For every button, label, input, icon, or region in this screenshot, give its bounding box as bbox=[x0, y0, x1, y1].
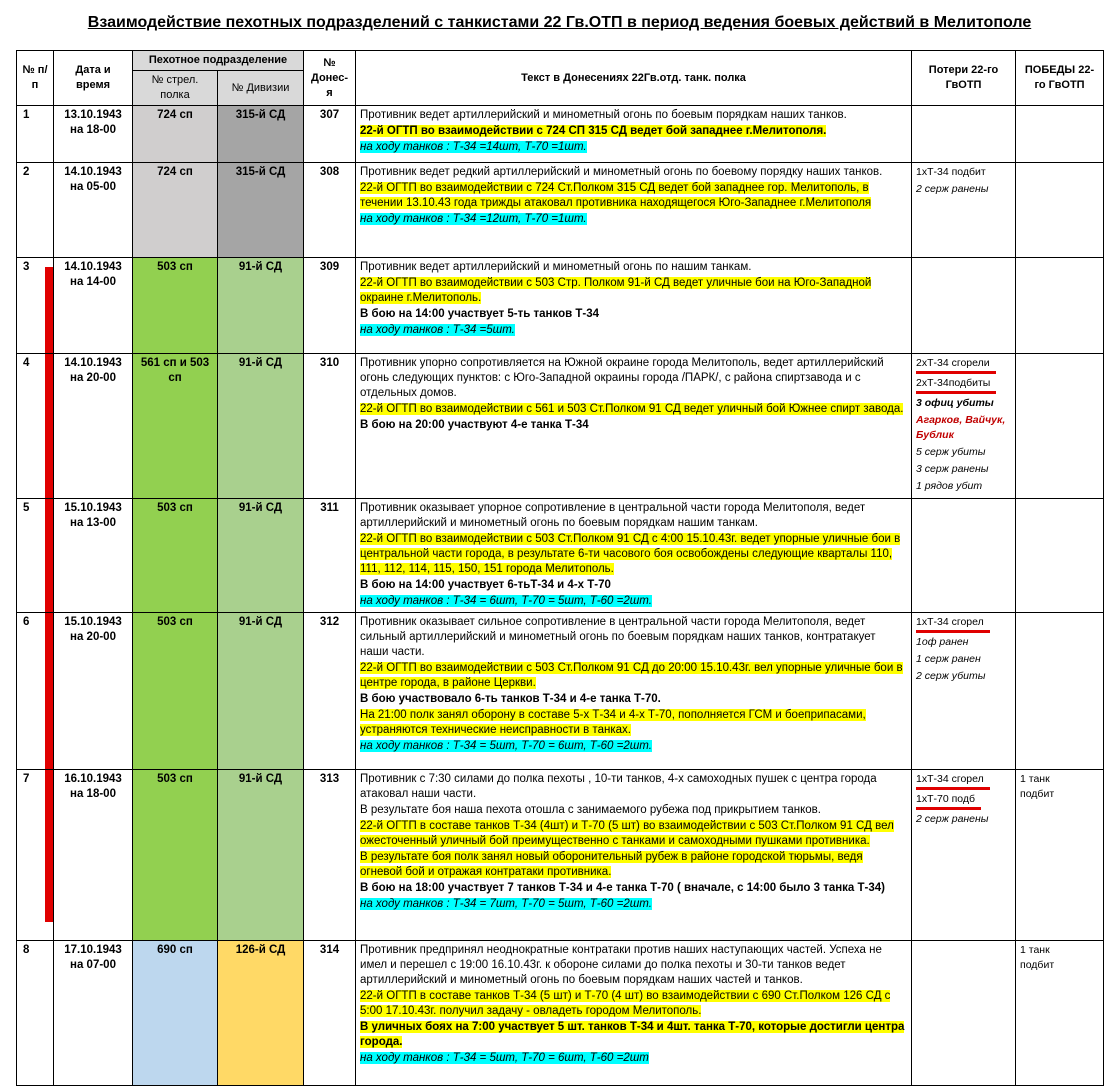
loss-item bbox=[916, 165, 1011, 180]
report-line bbox=[360, 897, 907, 912]
row-time: на 18-00 bbox=[70, 124, 116, 136]
loss-item bbox=[916, 479, 1011, 494]
row-time: на 07-00 bbox=[70, 959, 116, 971]
report-line-text: Противник предпринял неоднократные контратаки против наших наступающих частей. Успеха не имел и перешел с 19:00 16.10.43г. к обороне силами до полка пехоты и 30-ти танков ведет артиллерийский и минометный огонь по боевым порядкам наших частей и танков. bbox=[360, 944, 882, 986]
row-report-number: 307 bbox=[304, 106, 356, 163]
row-datetime bbox=[54, 613, 133, 770]
row-report-number: 308 bbox=[304, 163, 356, 258]
report-line-text: 22-й ОГТП во взаимодействии с 561 и 503 Ст.Полком 91 СД ведет уличный бой Южнее спирт завода. bbox=[360, 403, 904, 415]
row-date: 17.10.1943 bbox=[64, 944, 122, 956]
header-victories: ПОБЕДЫ 22-го ГвОТП bbox=[1016, 51, 1104, 106]
row-victories bbox=[1016, 499, 1104, 613]
row-division: 315-й СД bbox=[218, 163, 304, 258]
row-losses bbox=[912, 258, 1016, 354]
row-number: 6 bbox=[17, 613, 54, 770]
row-date: 16.10.1943 bbox=[64, 773, 122, 785]
row-datetime bbox=[54, 499, 133, 613]
row-division: 91-й СД bbox=[218, 770, 304, 941]
row-number: 5 bbox=[17, 499, 54, 613]
report-line-text: 22-й ОГТП в составе танков Т-34 (4шт) и Т-70 (5 шт) во взаимодействии с 503 Ст.Полком 91 СД вел ожесточенный уличный бой преимущественно с танками и самоходными пушками противника. bbox=[360, 820, 894, 847]
row-losses bbox=[912, 499, 1016, 613]
report-line bbox=[360, 594, 907, 609]
header-report-no: № Донес-я bbox=[304, 51, 356, 106]
row-regiment: 561 сп и 503 сп bbox=[133, 354, 218, 499]
report-line-text: 22-й ОГТП во взаимодействии с 503 Стр. Полком 91-й СД ведет уличные бои на Юго-Западной окраине г.Мелитополь. bbox=[360, 277, 872, 304]
report-line bbox=[360, 356, 907, 401]
row-losses bbox=[912, 163, 1016, 258]
loss-text: 1хТ-34 сгорел bbox=[916, 615, 990, 633]
report-line bbox=[360, 260, 907, 275]
row-time: на 18-00 bbox=[70, 788, 116, 800]
row-division: 91-й СД bbox=[218, 613, 304, 770]
report-line bbox=[360, 989, 907, 1019]
row-time: на 20-00 bbox=[70, 631, 116, 643]
row-regiment: 503 сп bbox=[133, 499, 218, 613]
victory-text: 1 танк bbox=[1020, 773, 1050, 785]
report-line bbox=[360, 532, 907, 577]
report-line-text: на ходу танков : Т-34 =12шт, Т-70 =1шт. bbox=[360, 213, 587, 225]
report-line-text: В бою на 18:00 участвует 7 танков Т-34 и 4-е танка Т-70 ( вначале, с 14:00 было 3 танка Т-34) bbox=[360, 882, 885, 894]
row-date: 14.10.1943 bbox=[64, 261, 122, 273]
loss-item bbox=[916, 772, 1011, 790]
row-losses bbox=[912, 354, 1016, 499]
row-report-text bbox=[356, 163, 912, 258]
header-losses: Потери 22-го ГвОТП bbox=[912, 51, 1016, 106]
loss-text: 1 серж ранен bbox=[916, 653, 981, 665]
row-number: 1 bbox=[17, 106, 54, 163]
loss-item bbox=[916, 669, 1011, 684]
table-row bbox=[17, 770, 1104, 941]
row-date: 13.10.1943 bbox=[64, 109, 122, 121]
report-line bbox=[360, 772, 907, 802]
table-row bbox=[17, 941, 1104, 1086]
row-number: 2 bbox=[17, 163, 54, 258]
row-number: 7 bbox=[17, 770, 54, 941]
report-line bbox=[360, 692, 907, 707]
row-time: на 13-00 bbox=[70, 517, 116, 529]
report-line bbox=[360, 615, 907, 660]
report-line-text: 22-й ОГТП во взаимодействии с 503 Ст.Полком 91 СД с 4:00 15.10.43г. ведет упорные уличные бои в центральной части города, в результате 6-ти часового боя освобождены следующие кварталы 110, 111, 112, 114, 115, 150, 151 города Мелитополь. bbox=[360, 533, 901, 575]
table-row bbox=[17, 106, 1104, 163]
report-line bbox=[360, 850, 907, 880]
report-line-text: Противник оказывает сильное сопротивление в центральной части города Мелитополя, ведет сильный артиллерийский и минометный огонь по боевым порядкам наших танков, контратакует наши части. bbox=[360, 616, 876, 658]
loss-item bbox=[916, 356, 1011, 374]
loss-item bbox=[916, 652, 1011, 667]
row-victories bbox=[1016, 770, 1104, 941]
report-line-text: на ходу танков : Т-34 = 5шт, Т-70 = 6шт, Т-60 =2шт. bbox=[360, 740, 652, 752]
report-line-text: Противник ведет артиллерийский и минометный огонь по боевым порядкам наших танков. bbox=[360, 109, 847, 121]
report-line-text: на ходу танков : Т-34 =5шт. bbox=[360, 324, 515, 336]
row-report-number: 310 bbox=[304, 354, 356, 499]
report-line-text: В бою участвовало 6-ть танков Т-34 и 4-е танка Т-70. bbox=[360, 693, 661, 705]
page-title: Взаимодействие пехотных подразделений с танкистами 22 Гв.ОТП в период ведения боевых действий в Мелитополе bbox=[87, 14, 1032, 31]
table-body bbox=[17, 106, 1104, 1086]
row-time: на 20-00 bbox=[70, 372, 116, 384]
report-line bbox=[360, 803, 907, 818]
row-division: 91-й СД bbox=[218, 258, 304, 354]
row-report-text bbox=[356, 941, 912, 1086]
row-number: 4 bbox=[17, 354, 54, 499]
report-line-text: 22-й ОГТП в составе танков Т-34 (5 шт) и Т-70 (4 шт) во взаимодействии с 690 Ст.Полком 126 СД с 5:00 17.10.43г. получил задачу - овладеть городом Мелитополь. bbox=[360, 990, 891, 1017]
loss-item bbox=[916, 445, 1011, 460]
row-report-number: 311 bbox=[304, 499, 356, 613]
loss-item bbox=[916, 615, 1011, 633]
header-date: Дата и время bbox=[54, 51, 133, 106]
row-datetime bbox=[54, 770, 133, 941]
row-victories bbox=[1016, 163, 1104, 258]
header-num: № п/п bbox=[17, 51, 54, 106]
loss-item bbox=[916, 413, 1011, 443]
report-line bbox=[360, 276, 907, 306]
report-line-text: В бою на 20:00 участвуют 4-е танка Т-34 bbox=[360, 419, 589, 431]
report-line-text: Противник оказывает упорное сопротивление в центральной части города Мелитополя, ведет артиллерийский и минометный огонь по боевым порядкам нашим танкам. bbox=[360, 502, 866, 529]
row-report-text bbox=[356, 770, 912, 941]
victory-text: подбит bbox=[1020, 788, 1055, 800]
report-line bbox=[360, 661, 907, 691]
row-regiment: 503 сп bbox=[133, 258, 218, 354]
victory-text: 1 танк bbox=[1020, 944, 1050, 956]
loss-text: 5 серж убиты bbox=[916, 446, 986, 458]
report-line-text: В результате боя наша пехота отошла с занимаемого рубежа под прикрытием танков. bbox=[360, 804, 821, 816]
loss-text: 1хТ-34 сгорел bbox=[916, 772, 990, 790]
row-division: 126-й СД bbox=[218, 941, 304, 1086]
report-line bbox=[360, 1020, 907, 1050]
row-datetime bbox=[54, 354, 133, 499]
report-line-text: 22-й ОГТП во взаимодействии с 503 Ст.Полком 91 СД до 20:00 15.10.43г. вел упорные уличные бои в центре города, в районе Церкви. bbox=[360, 662, 903, 689]
row-time: на 05-00 bbox=[70, 181, 116, 193]
report-line-text: на ходу танков : Т-34 = 6шт, Т-70 = 5шт, Т-60 =2шт. bbox=[360, 595, 652, 607]
row-datetime bbox=[54, 941, 133, 1086]
table-row bbox=[17, 499, 1104, 613]
loss-item bbox=[916, 812, 1011, 827]
loss-item bbox=[916, 396, 1011, 411]
loss-text: 1оф ранен bbox=[916, 636, 969, 648]
row-regiment: 690 сп bbox=[133, 941, 218, 1086]
row-report-text bbox=[356, 258, 912, 354]
loss-text: 2 серж ранены bbox=[916, 183, 989, 195]
loss-item bbox=[916, 376, 1011, 394]
loss-text: 3 серж ранены bbox=[916, 463, 989, 475]
row-report-text bbox=[356, 354, 912, 499]
row-regiment: 503 сп bbox=[133, 770, 218, 941]
report-line-text: В бою на 14:00 участвует 5-ть танков Т-34 bbox=[360, 308, 600, 320]
row-losses bbox=[912, 106, 1016, 163]
row-report-text bbox=[356, 613, 912, 770]
report-line bbox=[360, 708, 907, 738]
loss-item bbox=[916, 182, 1011, 197]
header-division: № Дивизии bbox=[218, 71, 304, 106]
report-line-text: Противник упорно сопротивляется на Южной окраине города Мелитополь, ведет артиллерийский огонь следующих пунктов: с Юго-Западной окраины города /ПАРК/, с района спиртзавода и с отдельных домов. bbox=[360, 357, 884, 399]
row-victories bbox=[1016, 258, 1104, 354]
report-line bbox=[360, 1051, 907, 1066]
table-row bbox=[17, 163, 1104, 258]
report-line bbox=[360, 323, 907, 338]
report-line-text: Противник ведет редкий артиллерийский и минометный огонь по боевому порядку наших танков. bbox=[360, 166, 883, 178]
row-victories bbox=[1016, 613, 1104, 770]
report-line-text: В уличных боях на 7:00 участвует 5 шт. танков Т-34 и 4шт. танка Т-70, которые достигли центра города. bbox=[360, 1021, 905, 1048]
report-line bbox=[360, 418, 907, 433]
loss-item bbox=[916, 792, 1011, 810]
header-infantry: Пехотное подразделение bbox=[133, 51, 304, 71]
row-report-number: 312 bbox=[304, 613, 356, 770]
row-report-text bbox=[356, 499, 912, 613]
row-date: 14.10.1943 bbox=[64, 357, 122, 369]
report-line bbox=[360, 212, 907, 227]
row-report-number: 314 bbox=[304, 941, 356, 1086]
loss-text: 3 офиц убиты bbox=[916, 397, 994, 409]
row-victories bbox=[1016, 354, 1104, 499]
row-date: 14.10.1943 bbox=[64, 166, 122, 178]
row-datetime bbox=[54, 163, 133, 258]
row-report-number: 313 bbox=[304, 770, 356, 941]
report-line-text: Противник ведет артиллерийский и минометный огонь по нашим танкам. bbox=[360, 261, 752, 273]
report-line bbox=[360, 501, 907, 531]
report-line-text: В бою на 14:00 участвует 6-тьТ-34 и 4-х Т-70 bbox=[360, 579, 611, 591]
row-datetime bbox=[54, 106, 133, 163]
report-line-text: на ходу танков : Т-34 = 7шт, Т-70 = 5шт, Т-60 =2шт. bbox=[360, 898, 652, 910]
report-line bbox=[360, 881, 907, 896]
loss-text: 1 рядов убит bbox=[916, 480, 983, 492]
header-regiment: № стрел. полка bbox=[133, 71, 218, 106]
row-report-number: 309 bbox=[304, 258, 356, 354]
loss-text: 1хТ-34 подбит bbox=[916, 166, 986, 178]
row-datetime bbox=[54, 258, 133, 354]
report-line bbox=[360, 943, 907, 988]
report-line-text: 22-й ОГТП во взаимодействии с 724 СП 315 СД ведет бой западнее г.Мелитополя. bbox=[360, 125, 827, 137]
row-number: 3 bbox=[17, 258, 54, 354]
row-date: 15.10.1943 bbox=[64, 502, 122, 514]
interaction-table bbox=[16, 50, 1104, 1086]
table-row bbox=[17, 613, 1104, 770]
report-line-text: на ходу танков : Т-34 = 5шт, Т-70 = 6шт, Т-60 =2шт bbox=[360, 1052, 649, 1064]
loss-text: Агарков, Вайчук, Бублик bbox=[916, 414, 1006, 441]
row-regiment: 724 сп bbox=[133, 106, 218, 163]
row-losses bbox=[912, 770, 1016, 941]
row-time: на 14-00 bbox=[70, 276, 116, 288]
report-line bbox=[360, 108, 907, 123]
row-regiment: 503 сп bbox=[133, 613, 218, 770]
report-line bbox=[360, 739, 907, 754]
report-line bbox=[360, 402, 907, 417]
row-division: 91-й СД bbox=[218, 354, 304, 499]
loss-text: 2 серж ранены bbox=[916, 813, 989, 825]
row-division: 91-й СД bbox=[218, 499, 304, 613]
report-line-text: 22-й ОГТП во взаимодействии с 724 Ст.Полком 315 СД ведет бой западнее гор. Мелитополь, в течении 13.10.43 года трижды атаковал противника находящегося Юго-Западнее г.Мелитополя bbox=[360, 182, 872, 209]
table-row bbox=[17, 258, 1104, 354]
report-line bbox=[360, 181, 907, 211]
report-line bbox=[360, 578, 907, 593]
report-line-text: на ходу танков : Т-34 =14шт, Т-70 =1шт. bbox=[360, 141, 587, 153]
report-line bbox=[360, 124, 907, 139]
row-number: 8 bbox=[17, 941, 54, 1086]
report-line bbox=[360, 819, 907, 849]
row-losses bbox=[912, 613, 1016, 770]
loss-text: 1хТ-70 подб bbox=[916, 792, 981, 810]
row-date: 15.10.1943 bbox=[64, 616, 122, 628]
row-regiment: 724 сп bbox=[133, 163, 218, 258]
loss-item bbox=[916, 635, 1011, 650]
row-victories bbox=[1016, 106, 1104, 163]
loss-text: 2хТ-34 сгорели bbox=[916, 356, 996, 374]
row-losses bbox=[912, 941, 1016, 1086]
report-line-text: В результате боя полк занял новый оборонительный рубеж в районе городской тюрьмы, ведя огневой бой и отражая контратаки противника. bbox=[360, 851, 863, 878]
row-report-text bbox=[356, 106, 912, 163]
report-line bbox=[360, 307, 907, 322]
report-line-text: Противник с 7:30 силами до полка пехоты , 10-ти танков, 4-х самоходных пушек с центра города атаковал наши части. bbox=[360, 773, 877, 800]
table-row bbox=[17, 354, 1104, 499]
loss-item bbox=[916, 462, 1011, 477]
report-line bbox=[360, 140, 907, 155]
report-line bbox=[360, 165, 907, 180]
loss-text: 2хТ-34подбиты bbox=[916, 376, 996, 394]
header-text: Текст в Донесениях 22Гв.отд. танк. полка bbox=[356, 51, 912, 106]
loss-text: 2 серж убиты bbox=[916, 670, 986, 682]
row-division: 315-й СД bbox=[218, 106, 304, 163]
row-victories bbox=[1016, 941, 1104, 1086]
victory-text: подбит bbox=[1020, 959, 1055, 971]
report-line-text: На 21:00 полк занял оборону в составе 5-х Т-34 и 4-х Т-70, пополняется ГСМ и боеприпасами, устраняются технические неисправности в танках. bbox=[360, 709, 866, 736]
